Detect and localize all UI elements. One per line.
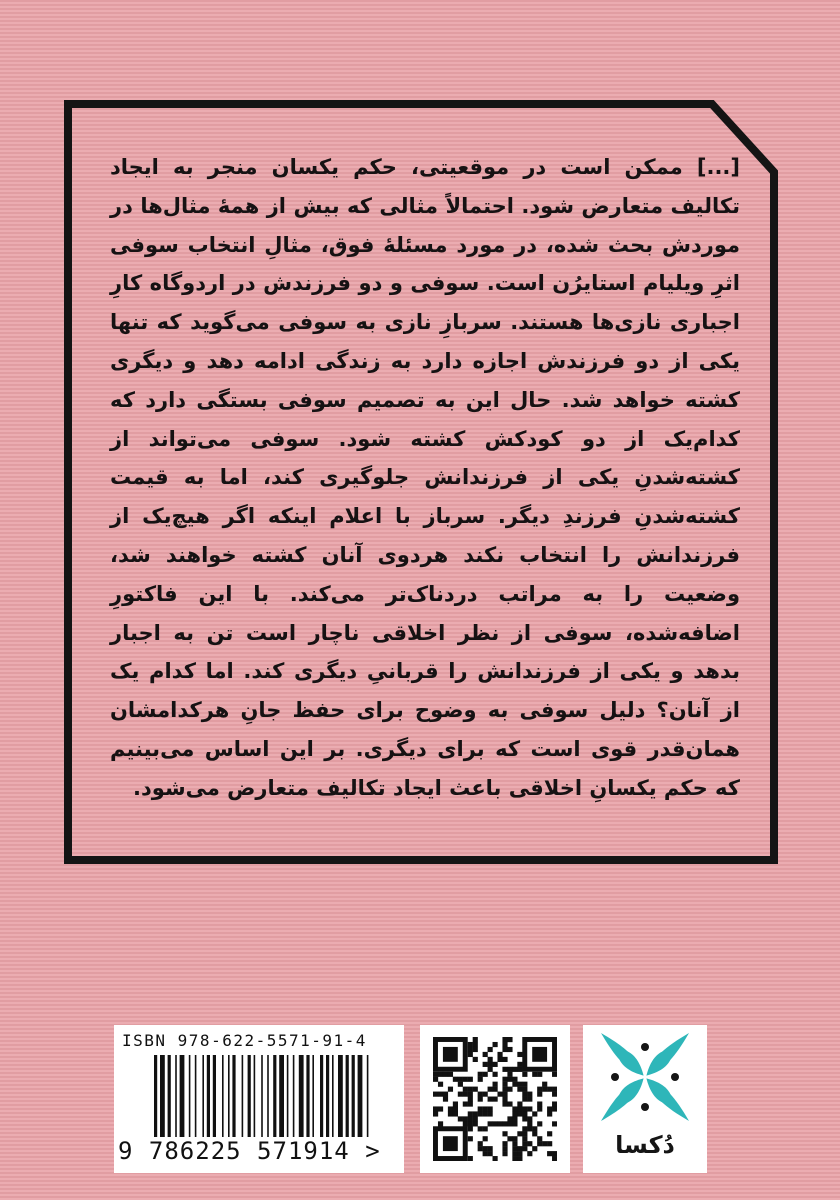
excerpt-paragraph: [...] ممکن است در موقعیتی، حکم یکسان منجر به ایجاد تکالیف متعارض شود. احتمالاً مثالی که بیش از همهٔ مثال‌ها در موردش بحث شده، در مورد مسئلهٔ فوق، مثالِ انتخاب سوفی اثرِ ویلیام استایرُن است. سوفی و دو فرزندش در اردوگاه کارِ اجباری نازی‌ها هستند. سربازِ نازی به سوفی می‌گوید که تنها یکی از دو فرزندش اجازه دارد به زندگی ادامه دهد و دیگری کشته خواهد شد. حال این به تصمیم سوفی بستگی دارد که کدام‌یک از دو کودکش کشته شود. سوفی می‌تواند از کشته‌شدنِ یکی از فرزندانش جلوگیری کند، اما به قیمت کشته‌شدنِ فرزندِ دیگر. سرباز با اعلام اینکه اگر هیچ‌یک از فرزندانش را انتخاب نکند هردوی آنان کشته خواهند شد، وضعیت را به مراتب دردناک‌تر می‌کند. با این فاکتورِ اضافه‌شده، سوفی از نظر اخلاقی ناچار است تن به اجبار بدهد و یکی از فرزندانش را قربانیِ دیگری کند. اما کدام یک از آنان؟ دلیل سوفی به وضوح برای حفظ جانِ هرکدامشان همان‌قدر قوی است که برای دیگری. بر این اساس می‌بینیم که حکم یکسانِ اخلاقی باعث ایجاد تکالیف متعارض می‌شود. — [110, 155, 740, 800]
publisher-name: دُکسا — [615, 1131, 675, 1159]
publisher-logo — [583, 1025, 707, 1173]
isbn-barcode-label — [114, 1025, 404, 1173]
qr-code-icon — [433, 1037, 557, 1161]
isbn-number: ISBN 978-622-5571-91-4 — [122, 1031, 367, 1050]
excerpt-text-box — [110, 148, 740, 838]
qr-code-tile — [420, 1025, 570, 1173]
barcode-digits: 9 786225 571914 > — [118, 1137, 381, 1165]
